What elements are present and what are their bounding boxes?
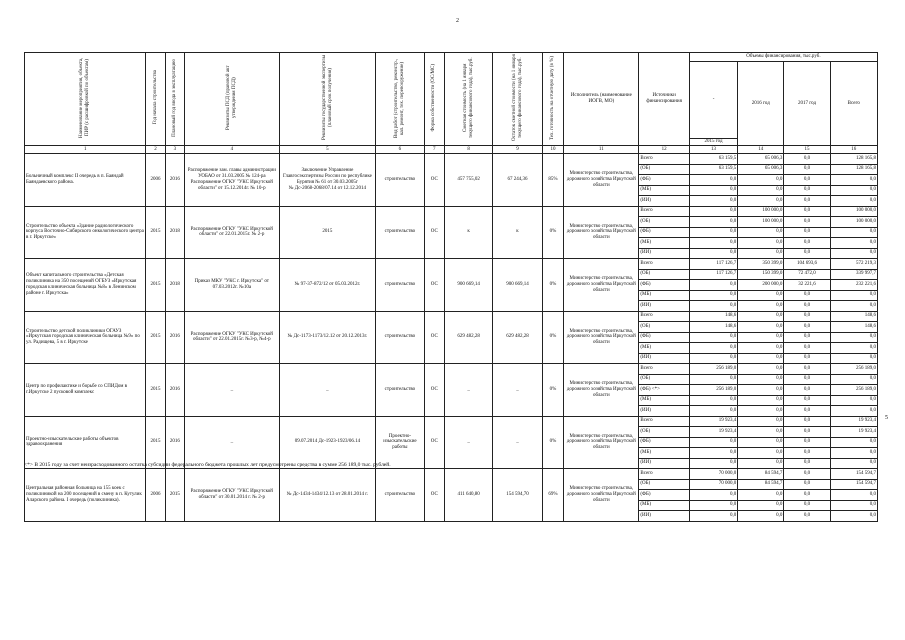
psd-details: Распоряжение ОГКУ "УКС Иркутской области" от 22.01.2015г. №3-р, №4-р (185, 311, 280, 364)
value-2015: 0,0 (689, 343, 737, 354)
header-remaining-cost: Остаток сметной стоимости (на 1 января текущего финансового года), тыс.руб. (493, 53, 542, 146)
value-2015: 0,0 (689, 206, 737, 217)
executor: Министерство строительства, дорожного хозяйства Иркутской области (564, 311, 639, 364)
start-year: 2015 (146, 206, 165, 259)
value-2016: 100 000,0 (738, 206, 784, 217)
funding-source: Всего (639, 311, 689, 322)
column-number: 2 (146, 146, 165, 154)
value-total: 0,0 (830, 437, 877, 448)
value-2016: 0,0 (738, 238, 784, 249)
value-2017: 0,0 (784, 175, 830, 186)
value-total: 0,0 (830, 290, 877, 301)
funding-source: Всего (639, 206, 689, 217)
funding-source: Всего (639, 154, 689, 165)
column-number: 16 (830, 146, 877, 154)
value-2017: 0,0 (784, 227, 830, 238)
header-ownership: Форма собственности (ОС/МС) (424, 53, 444, 146)
funding-source: (ОБ) (639, 322, 689, 333)
funding-source: (ИИ) (639, 301, 689, 312)
readiness-percent: 0% (542, 416, 563, 469)
column-number: 12 (639, 146, 689, 154)
psd-details: Распоряжение зам. главы администрации УОБАО от 31.03.2005 № 124-ра Распоряжение ОГКУ "УКС Иркутской области" от 15.12.2014г. № 10-р (185, 154, 280, 207)
value-2015: 0,0 (689, 196, 737, 207)
value-total: 256 189,0 (830, 385, 877, 396)
value-2015: 0,0 (689, 458, 737, 469)
value-2015: 0,0 (689, 301, 737, 312)
table-row (25, 259, 878, 270)
funding-source: (МБ) (639, 448, 689, 459)
value-2017: 0,0 (784, 469, 830, 480)
value-total: 148,6 (830, 311, 877, 322)
funding-source: Всего (639, 259, 689, 270)
table-row (25, 311, 878, 322)
value-2015: 256 189,0 (689, 385, 737, 396)
readiness-percent: 85% (542, 154, 563, 207)
value-2015: 63 159,5 (689, 154, 737, 165)
psd-details: _ (185, 364, 280, 417)
value-2017: 0,0 (784, 374, 830, 385)
value-total: 0,0 (830, 395, 877, 406)
value-2016: 0,0 (738, 406, 784, 417)
value-2017: 0,0 (784, 416, 830, 427)
value-2017: 0,0 (784, 164, 830, 175)
value-2015: 0,0 (689, 227, 737, 238)
value-2016: 65 006,3 (738, 164, 784, 175)
header-start-year: Год начала строительства (146, 53, 165, 146)
funding-source: (ОБ) (639, 479, 689, 490)
header-2015: 2015 год (689, 139, 737, 146)
value-2015: 0,0 (689, 185, 737, 196)
value-total: 19 923,4 (830, 427, 877, 438)
remaining-cost: 900 669,14 (493, 259, 542, 312)
value-2016: 350 399,0 (738, 259, 784, 270)
funding-source: (ИИ) (639, 248, 689, 259)
start-year: 2015 (146, 259, 165, 312)
executor: Министерство строительства, дорожного хозяйства Иркутской области (564, 206, 639, 259)
value-2017: 0,0 (784, 322, 830, 333)
value-2017: 72 472,0 (784, 269, 830, 280)
header-2016: 2016 год (738, 62, 784, 146)
object-name: Строительство детской поликлиники ОГАУЗ «Иркутская городская клиническая больница №9» по ул. Радищева, 5 в г. Иркутске (25, 311, 146, 364)
estimated-cost: _ (444, 364, 492, 417)
value-2016: 0,0 (738, 175, 784, 186)
value-total: 0,0 (830, 175, 877, 186)
funding-source: (ОБ) (639, 374, 689, 385)
work-type: строительство (376, 259, 424, 312)
object-name: Объект капитального строительства «Детская поликлиника на 350 посещений ОГБУЗ «Иркутская городская клиническая больница №8» в Ленинском районе г. Иркутска» (25, 259, 146, 312)
funding-source: (ОБ) (639, 427, 689, 438)
side-mark: 5 (885, 415, 888, 421)
header-funding-source: Источники финансирования (639, 53, 689, 146)
value-2015: 117 126,7 (689, 269, 737, 280)
funding-source: (ФБ) (639, 227, 689, 238)
value-total: 572 219,3 (830, 259, 877, 270)
end-year: 2016 (165, 154, 184, 207)
value-total: 0,0 (830, 374, 877, 385)
value-2016: 0,0 (738, 427, 784, 438)
value-2016: 0,0 (738, 416, 784, 427)
executor: Министерство строительства, дорожного хозяйства Иркутской области (564, 154, 639, 207)
value-total: 0,0 (830, 343, 877, 354)
value-total: 0,0 (830, 185, 877, 196)
value-total: 0,0 (830, 301, 877, 312)
header-total: Всего (830, 62, 877, 146)
start-year: 2015 (146, 416, 165, 469)
value-2015: 0,0 (689, 395, 737, 406)
header-row (25, 53, 878, 62)
value-total: 0,0 (830, 490, 877, 501)
value-2016: 0,0 (738, 511, 784, 522)
funding-source: Всего (639, 469, 689, 480)
value-2017: 0,0 (784, 437, 830, 448)
value-2016: 0,0 (738, 437, 784, 448)
expertise-details: № 97-37-872/12 от 05.03.2012г. (279, 259, 376, 312)
header-subcell: - (689, 62, 737, 139)
executor: Министерство строительства, дорожного хозяйства Иркутской области (564, 364, 639, 417)
value-total: 19 923,4 (830, 416, 877, 427)
value-2016: 0,0 (738, 353, 784, 364)
end-year: 2016 (165, 364, 184, 417)
value-2016: 0,0 (738, 290, 784, 301)
value-2016: 0,0 (738, 343, 784, 354)
value-2017: 0,0 (784, 248, 830, 259)
value-total: 100 000,0 (830, 217, 877, 228)
funding-source: (ИИ) (639, 406, 689, 417)
value-2016: 84 594,7 (738, 469, 784, 480)
psd-details: Распоряжение ОГКУ "УКС Иркутской области" от 22.01.2015г. № 2-р (185, 206, 280, 259)
value-2017: 0,0 (784, 154, 830, 165)
expertise-details: 2015 (279, 206, 376, 259)
funding-source: (ФБ) (639, 437, 689, 448)
value-total: 0,0 (830, 511, 877, 522)
value-2017: 0,0 (784, 185, 830, 196)
start-year: 2006 (146, 154, 165, 207)
value-2017: 104 693,6 (784, 259, 830, 270)
table-row (25, 154, 878, 165)
funding-source: (МБ) (639, 185, 689, 196)
funding-source: (ФБ) (639, 175, 689, 186)
funding-source: (МБ) (639, 500, 689, 511)
funding-source: (ИИ) (639, 353, 689, 364)
work-type: строительство (376, 364, 424, 417)
value-total: 100 000,0 (830, 206, 877, 217)
funding-source: (ИИ) (639, 458, 689, 469)
psd-details: Приказ МКУ "УКС г. Иркутска" от 07.03.2012г. №10а (185, 259, 280, 312)
funding-source: (МБ) (639, 290, 689, 301)
executor: Министерство строительства, дорожного хозяйства Иркутской области (564, 416, 639, 469)
value-2016: 0,0 (738, 322, 784, 333)
value-total: 0,0 (830, 196, 877, 207)
end-year: 2018 (165, 206, 184, 259)
value-2016: 200 000,0 (738, 280, 784, 291)
value-2015: 0,0 (689, 353, 737, 364)
value-2017: 0,0 (784, 196, 830, 207)
expertise-details: № Дс-1434-1434/12.13 от 28.01.2014 г. (279, 469, 376, 522)
value-2016: 0,0 (738, 458, 784, 469)
table-row (25, 364, 878, 375)
value-total: 154 594,7 (830, 469, 877, 480)
footnote: <*> В 2015 году за счет неизрасходованного остатка субсидии федерального бюджета прошлых лет предусмотрены средства в сумме 256 189,0 тыс. рублей. (24, 462, 391, 468)
value-2015: 0,0 (689, 511, 737, 522)
value-2017: 0,0 (784, 385, 830, 396)
value-total: 0,0 (830, 227, 877, 238)
funding-source: (ОБ) (639, 217, 689, 228)
header-financing-volume: Объемы финансирования, тыс.руб. (689, 53, 877, 62)
value-2017: 0,0 (784, 332, 830, 343)
column-number: 7 (424, 146, 444, 154)
funding-source: Всего (639, 364, 689, 375)
funding-source: (МБ) (639, 343, 689, 354)
value-total: 128 165,8 (830, 164, 877, 175)
column-number: 14 (738, 146, 784, 154)
readiness-percent: 0% (542, 364, 563, 417)
executor: Министерство строительства, дорожного хозяйства Иркутской области (564, 469, 639, 522)
value-2015: 19 923,4 (689, 427, 737, 438)
ownership: ОС (424, 364, 444, 417)
executor: Министерство строительства, дорожного хозяйства Иркутской области (564, 259, 639, 312)
value-2015: 0,0 (689, 437, 737, 448)
value-2016: 0,0 (738, 332, 784, 343)
value-2015: 0,0 (689, 500, 737, 511)
value-2017: 0,0 (784, 353, 830, 364)
header-readiness: Тех. готовность на отчетную дату (в %) (542, 53, 563, 146)
funding-source: (ФБ) <*> (639, 385, 689, 396)
remaining-cost: к (493, 206, 542, 259)
start-year: 2015 (146, 364, 165, 417)
work-type: строительство (376, 206, 424, 259)
value-2015: 0,0 (689, 280, 737, 291)
ownership: ОС (424, 259, 444, 312)
value-total: 0,0 (830, 500, 877, 511)
value-2017: 0,0 (784, 311, 830, 322)
column-number: 8 (444, 146, 492, 154)
value-2017: 0,0 (784, 395, 830, 406)
header-expertise: Реквизиты государственной экспертизы (плановый срок получения) (279, 53, 376, 146)
value-2015: 0,0 (689, 448, 737, 459)
column-number: 1 (25, 146, 146, 154)
object-name: Центральная районная больница на 155 коек с поликлиникой на 200 посещений в смену в п. Кутулик Аларского района. I очередь (поликлиника). (25, 469, 146, 522)
psd-details: _ (185, 416, 280, 469)
value-2015: 0,0 (689, 238, 737, 249)
value-2017: 0,0 (784, 458, 830, 469)
value-2017: 0,0 (784, 206, 830, 217)
value-2017: 0,0 (784, 343, 830, 354)
value-total: 256 189,0 (830, 364, 877, 375)
work-type: строительство (376, 469, 424, 522)
value-2015: 0,0 (689, 290, 737, 301)
header-cost: Сметная стоимость (на 1 января текущего финансового года), тыс.руб. (444, 53, 492, 146)
remaining-cost: _ (493, 416, 542, 469)
value-2015: 19 923,4 (689, 416, 737, 427)
value-total: 0,0 (830, 238, 877, 249)
value-2015: 256 189,0 (689, 364, 737, 375)
value-2016: 0,0 (738, 364, 784, 375)
remaining-cost: 154 594,70 (493, 469, 542, 522)
expertise-details: 09.07.2014 Дс-1923-1923/06.14 (279, 416, 376, 469)
remaining-cost: _ (493, 364, 542, 417)
value-total: 154 594,7 (830, 479, 877, 490)
value-2016: 100 000,0 (738, 217, 784, 228)
value-2015: 117 126,7 (689, 259, 737, 270)
column-number: 11 (564, 146, 639, 154)
funding-source: (ИИ) (639, 196, 689, 207)
value-total: 0,0 (830, 448, 877, 459)
readiness-percent: 0% (542, 206, 563, 259)
value-2016: 0,0 (738, 185, 784, 196)
object-name: Больничный комплекс II очередь в п. Баяндай Баяндаевского района. (25, 154, 146, 207)
object-name: Строительство объекта «Здание радиологического корпуса Восточно-Сибирского онкологического центра в г. Иркутске» (25, 206, 146, 259)
value-2015: 0,0 (689, 374, 737, 385)
value-total: 128 165,8 (830, 154, 877, 165)
value-2017: 0,0 (784, 290, 830, 301)
page-number: 2 (456, 18, 459, 24)
ownership: ОС (424, 416, 444, 469)
value-total: 0,0 (830, 458, 877, 469)
header-psd: Реквизиты ПСД (правовой акт утверждения ПСД) (185, 53, 280, 146)
value-2017: 0,0 (784, 490, 830, 501)
expertise-details: № Дс-1173-1173/12.12 от 20.12.2013г. (279, 311, 376, 364)
ownership: ОС (424, 206, 444, 259)
value-2017: 0,0 (784, 364, 830, 375)
value-2015: 148,6 (689, 322, 737, 333)
column-number: 15 (784, 146, 830, 154)
header-end-year: Плановый год ввода в эксплуатацию (165, 53, 184, 146)
value-total: 0,0 (830, 332, 877, 343)
header-work-type: Вид работ (строительство, реконстр., кап. ремонт, тех. перевооружение) (376, 53, 424, 146)
remaining-cost: 67 244,36 (493, 154, 542, 207)
table-row (25, 206, 878, 217)
value-2016: 0,0 (738, 301, 784, 312)
value-total: 148,6 (830, 322, 877, 333)
value-2016: 65 006,3 (738, 154, 784, 165)
value-total: 232 221,6 (830, 280, 877, 291)
ownership: ОС (424, 311, 444, 364)
value-2016: 0,0 (738, 227, 784, 238)
funding-source: (ОБ) (639, 164, 689, 175)
value-2016: 84 594,7 (738, 479, 784, 490)
value-2016: 0,0 (738, 196, 784, 207)
start-year: 2006 (146, 469, 165, 522)
value-2017: 0,0 (784, 511, 830, 522)
remaining-cost: 629 482,28 (493, 311, 542, 364)
estimated-cost: 629 482,28 (444, 311, 492, 364)
funding-source: (ОБ) (639, 269, 689, 280)
header-executor: Исполнитель (наименование ИОГВ, МО) (564, 53, 639, 146)
value-2017: 0,0 (784, 500, 830, 511)
column-number: 10 (542, 146, 563, 154)
funding-source: Всего (639, 416, 689, 427)
value-2016: 0,0 (738, 385, 784, 396)
value-2016: 0,0 (738, 374, 784, 385)
ownership: ОС (424, 469, 444, 522)
value-2016: 0,0 (738, 395, 784, 406)
value-2016: 0,0 (738, 490, 784, 501)
end-year: 2015 (165, 469, 184, 522)
estimated-cost: _ (444, 416, 492, 469)
estimated-cost: к (444, 206, 492, 259)
header-2017: 2017 год (784, 62, 830, 146)
object-name: Проектно-изыскательские работы объектов здравоохранения (25, 416, 146, 469)
table-row (25, 469, 878, 480)
funding-source: (ФБ) (639, 490, 689, 501)
column-number: 4 (185, 146, 280, 154)
value-2017: 32 221,6 (784, 280, 830, 291)
value-2015: 0,0 (689, 175, 737, 186)
funding-source: (ФБ) (639, 332, 689, 343)
value-total: 0,0 (830, 353, 877, 364)
value-2017: 0,0 (784, 479, 830, 490)
value-2015: 70 000,0 (689, 479, 737, 490)
header-object-name: Наименование мероприятия, объекта, ПИР (с расшифровкой по объектам) (25, 53, 146, 146)
end-year: 2016 (165, 311, 184, 364)
value-2016: 0,0 (738, 311, 784, 322)
estimated-cost: 900 669,14 (444, 259, 492, 312)
column-number: 3 (165, 146, 184, 154)
value-2015: 0,0 (689, 248, 737, 259)
column-number: 5 (279, 146, 376, 154)
column-number: 9 (493, 146, 542, 154)
ownership: ОС (424, 154, 444, 207)
value-2017: 0,0 (784, 238, 830, 249)
financing-table (24, 52, 878, 522)
value-2017: 0,0 (784, 301, 830, 312)
expertise-details: _ (279, 364, 376, 417)
readiness-percent: 0% (542, 259, 563, 312)
work-type: строительство (376, 311, 424, 364)
funding-source: (МБ) (639, 395, 689, 406)
funding-source: (МБ) (639, 238, 689, 249)
column-number: 6 (376, 146, 424, 154)
value-2016: 0,0 (738, 500, 784, 511)
value-2015: 0,0 (689, 217, 737, 228)
value-2015: 0,0 (689, 406, 737, 417)
readiness-percent: 69% (542, 469, 563, 522)
value-2015: 0,0 (689, 332, 737, 343)
start-year: 2015 (146, 311, 165, 364)
value-2017: 0,0 (784, 406, 830, 417)
value-2017: 0,0 (784, 448, 830, 459)
work-type: строительство (376, 154, 424, 207)
value-2017: 0,0 (784, 217, 830, 228)
work-type: Проектно-изыскательские работы (376, 416, 424, 469)
estimated-cost: 457 755,02 (444, 154, 492, 207)
value-total: 0,0 (830, 248, 877, 259)
value-2016: 150 399,0 (738, 269, 784, 280)
value-2015: 0,0 (689, 490, 737, 501)
funding-source: (ФБ) (639, 280, 689, 291)
column-number-row (25, 146, 878, 154)
expertise-details: Заключение Управление Главгосэкспертизы России по республике Бурятия № 61 от 30.03.2005г № Дс-2068-2068/07.14 от 12.12.2014 (279, 154, 376, 207)
end-year: 2016 (165, 416, 184, 469)
value-2015: 63 159,5 (689, 164, 737, 175)
value-2015: 70 000,0 (689, 469, 737, 480)
value-2017: 0,0 (784, 427, 830, 438)
end-year: 2018 (165, 259, 184, 312)
value-total: 339 997,7 (830, 269, 877, 280)
estimated-cost: 411 640,80 (444, 469, 492, 522)
psd-details: Распоряжение ОГКУ "УКС Иркутской области" от 30.01.2014 г. № 2-р (185, 469, 280, 522)
column-number: 13 (689, 146, 737, 154)
value-2016: 0,0 (738, 248, 784, 259)
object-name: Центр по профилактике и борьбе со СПИДом в г.Иркутске 2 пусковой комплекс (25, 364, 146, 417)
table-row (25, 416, 878, 427)
value-2016: 0,0 (738, 448, 784, 459)
value-total: 0,0 (830, 406, 877, 417)
value-2015: 148,6 (689, 311, 737, 322)
readiness-percent: 0% (542, 311, 563, 364)
funding-source: (ИИ) (639, 511, 689, 522)
